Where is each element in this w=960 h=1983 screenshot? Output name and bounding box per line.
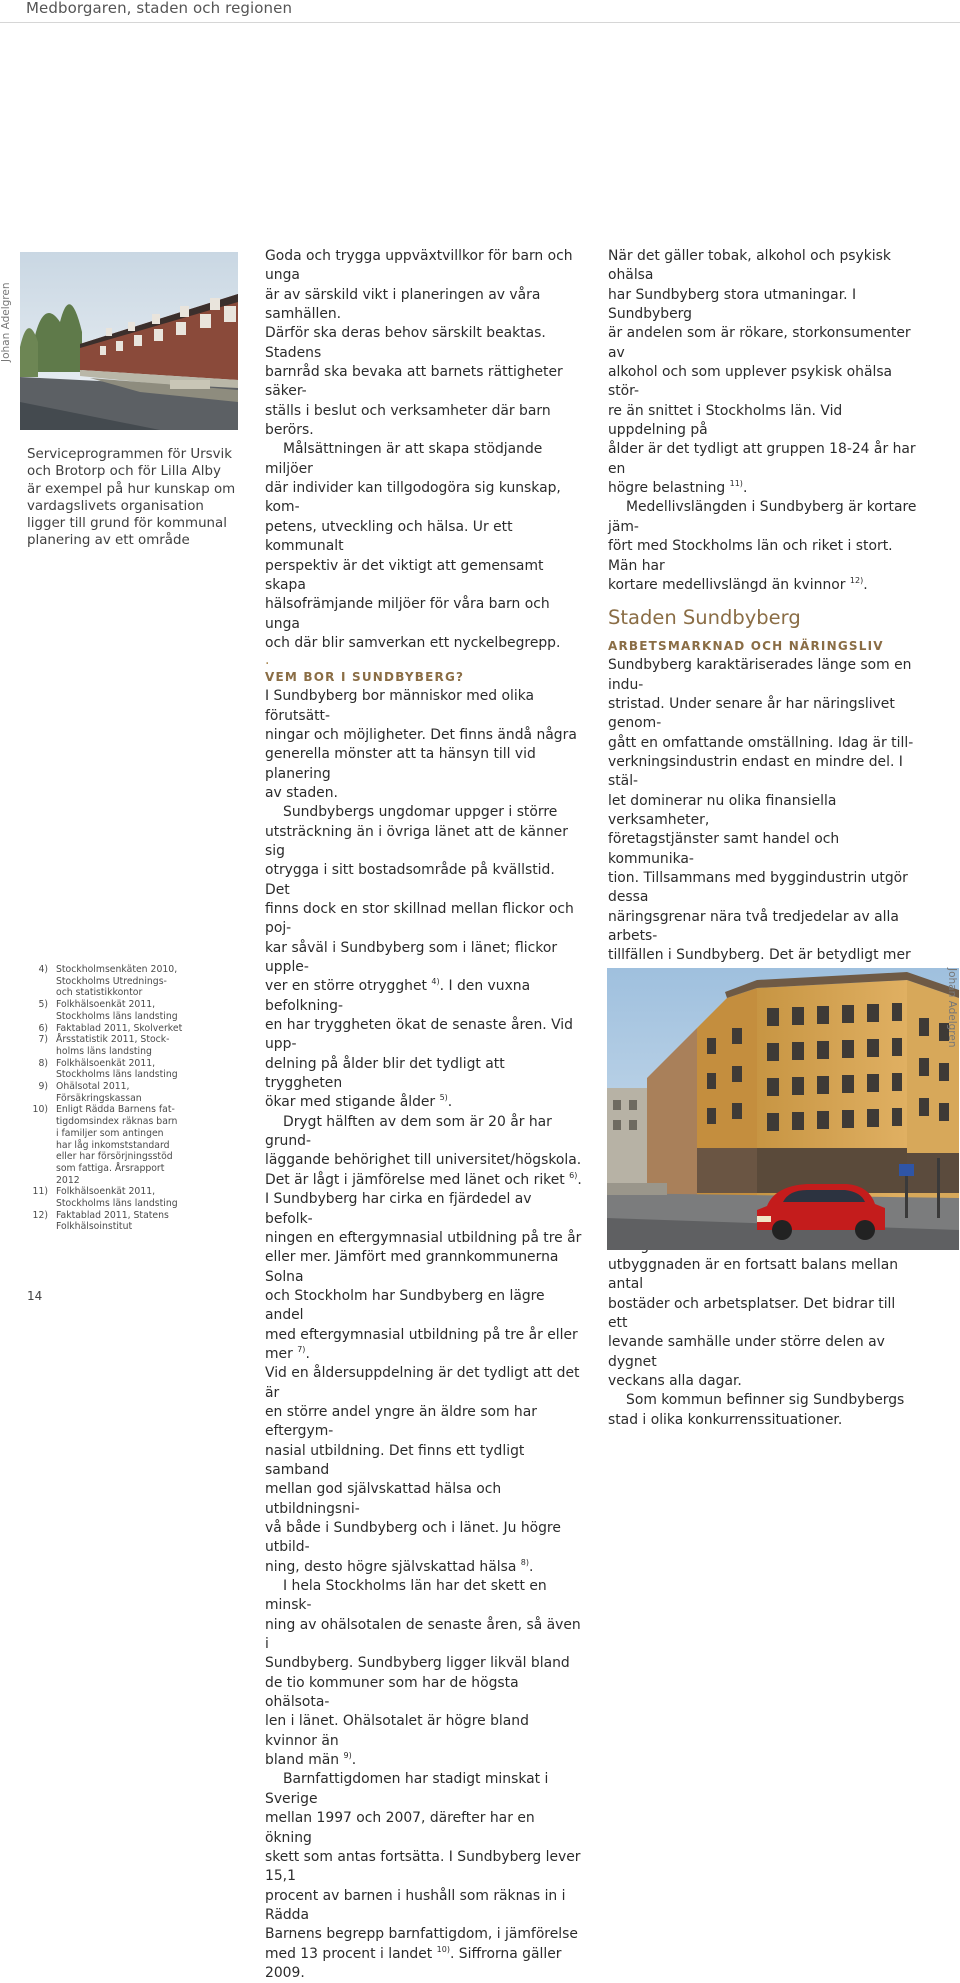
footnote (26, 1081, 241, 1104)
footnote (26, 964, 241, 999)
footnote-ref: 12) (849, 575, 864, 585)
photo-credit-right: Johan Adelgren (946, 968, 958, 1048)
footnote-number: 4) (38, 964, 48, 975)
paragraph: Som kommun befinner sig Sundbybergs stad i olika konkurrenssituationer. (608, 1392, 905, 1428)
page-number: 14 (27, 1289, 43, 1303)
footnote-ref: 11) (729, 479, 743, 489)
footnotes-list (26, 964, 241, 1233)
footnote (26, 1058, 241, 1081)
header-rule (0, 22, 960, 23)
footnote-text: Stockholmsenkäten 2010, Stockholms Utrednings- och statistikkontor (56, 964, 178, 999)
footnote (26, 1186, 241, 1209)
footnote (26, 1023, 241, 1035)
footnote-ref: 7) (297, 1344, 306, 1354)
footnote-number: 8) (38, 1057, 48, 1069)
footnote-number: 6) (38, 1022, 48, 1034)
paragraph: Sundbyberg karaktäriserades länge som en indu- stristad. Under senare år har näringslivet genom- gått en omfattande omställning. Idag är till- verkningsindustrin endast en mindre del. I stäl- let dominerar nu olika finansiella verksamheter, företagstjänster samt handel och kommunika- tion. Tillsammans med byggindustrin utgör dessa näringsgrenar nära två tredjedelar av alla arbets- tillfällen i Sundbyberg. Det är betydligt mer (608, 657, 914, 964)
paragraph: Barnfattigdomen har stadigt minskat i Sverige mellan 1997 och 2007, därefter har en ökning skett som antas fortsätta. I Sundbyberg lever 15,1 procent av barnen i hushåll som räknas in i Rädda Barnens begrepp barnfattigdom, i jämförelse med 13 procent i landet $^{10)}$. Siffrorna gäller 2009. (265, 1771, 581, 1981)
footnote (26, 1034, 241, 1057)
paragraph: Medellivslängden i Sundbyberg är kortare jäm- fört med Stockholms län och riket i stort. Män har kortare medellivslängd än kvinnor $^{12)}$. (608, 499, 917, 593)
middle-column (265, 247, 583, 1983)
photo-credit-left: Johan Adelgren (0, 282, 12, 362)
footnote-text: Folkhälsoenkät 2011, Stockholms läns landsting (56, 999, 178, 1022)
footnote-number: 9) (38, 1081, 48, 1093)
footnote-ref: 4) (431, 977, 440, 987)
paragraph: Sundbybergs ungdomar uppger i större utsträckning än i övriga länet att de känner sig otrygga i sitt bostadsområde på kvällstid. Det finns dock en stor skillnad mellan flickor och poj- kar såväl i Sundbyberg som i länet; flickor upple- ver en större otrygghet $^{4)}$. I den vuxna befolkning- en har tryggheten ökat de senaste åren. Vid upp- delning på ålder blir det tydligt att tryggheten ökar med stigande ålder $^{5)}$. (265, 804, 574, 1111)
separator-dot: . (265, 652, 270, 669)
paragraph: I Sundbyberg bor människor med olika förutsätt- ningar och möjligheter. Det finns ändå några generella mönster att ta hänsyn till vid planering av staden. (265, 688, 577, 801)
right-column (608, 247, 918, 1430)
footnote-text: Faktablad 2011, Skolverket (56, 1022, 183, 1034)
running-head: Medborgaren, staden och regionen (26, 0, 293, 17)
footnote (26, 999, 241, 1022)
paragraph: Drygt hälften av dem som är 20 år har grund- läggande behörighet till universitet/högskola. Det är lågt i jämförelse med länet och riket $^{6)}$. I Sundbyberg har cirka en fjärdedel av befolk- ningen en eftergymnasial utbildning på tre år eller mer. Jämfört med grannkommunerna Solna och Stockholm har Sundbyberg en lägre andel med eftergymnasial utbildning på tre år eller mer $^{7)}$. Vid en åldersuppdelning är det tydligt att det är en större andel yngre än äldre som har eftergym- nasial utbildning. Det finns ett tydligt samband mellan god självskattad hälsa och utbildningsni- vå både i Sundbyberg och i länet. Ju högre utbild- ning, desto högre självskattad hälsa $^{8)}$. (265, 1113, 582, 1575)
footnote-ref: 6) (569, 1170, 578, 1180)
footnote-number: 12) (32, 1209, 48, 1221)
footnote-number: 10) (32, 1104, 48, 1116)
footnote (26, 1210, 241, 1233)
paragraph: Goda och trygga uppväxtvillkor för barn och unga är av särskild vikt i planeringen av våra samhällen. Därför ska deras behov särskilt beaktas. Stadens barnråd ska bevaka att barnets rättigheter säker- ställs i beslut och verksamheter där barn berörs. (265, 248, 573, 439)
paragraph: I hela Stockholms län har det skett en minsk- ning av ohälsotalen de senaste åren, så även i Sundbyberg. Sundbyberg ligger likväl bland de tio kommuner som har de högsta ohälsota- len i länet. Ohälsotalet är högre bland kvinnor än bland män $^{9)}$. (265, 1578, 581, 1769)
footnote-ref: 8) (520, 1557, 530, 1567)
footnote (26, 1104, 241, 1186)
footnote-text: Folkhälsoenkät 2011, Stockholms läns landsting (56, 1057, 178, 1081)
footnote-text: Årsstatistik 2011, Stock- holms läns landsting (56, 1034, 170, 1057)
photo-caption: Serviceprogrammen för Ursvik och Brotorp och för Lilla Alby är exempel på hur kunskap om vardagslivets organisation ligger till grund för kommunal planering av ett område (27, 447, 236, 549)
footnote-number: 7) (38, 1034, 48, 1046)
footnote-ref: 9) (343, 1751, 352, 1761)
section-heading: Staden Sundbyberg (608, 606, 801, 630)
paragraph: utbyggnaden är en fortsatt balans mellan antal bostäder och arbetsplatser. Det bidrar till ett levande samhälle under större delen av dygnet veckans alla dagar. (608, 1256, 899, 1389)
section-subheading: VEM BOR I SUNDBYBERG? (265, 670, 465, 685)
footnote-text: Folkhälsoenkät 2011, Stockholms läns landsting (56, 1186, 178, 1210)
footnote-text: Enligt Rädda Barnens fat- tigdomsindex räknas barn i familjer som antingen har låg inkomststandard eller har försörjningsstöd som fattiga. Årsrapport 2012 (56, 1104, 178, 1186)
section-subheading: ARBETSMARKNAD OCH NÄRINGSLIV (608, 639, 884, 654)
paragraph: Målsättningen är att skapa stödjande miljöer där individer kan tillgodogöra sig kunskap, kom- petens, utveckling och hälsa. Ur ett kommunalt perspektiv är det viktigt att gemensamt skapa hälsofrämjande miljöer för våra barn och unga och där blir samverkan ett nyckelbegrepp. (265, 441, 561, 651)
footnote-ref: 10) (436, 1944, 450, 1954)
footnote-text: Ohälsotal 2011, Försäkringskassan (56, 1081, 142, 1104)
footnote-number: 11) (32, 1186, 48, 1198)
photo-row-houses (20, 252, 238, 430)
footnote-ref: 5) (439, 1093, 448, 1103)
footnote-number: 5) (38, 999, 48, 1011)
paragraph: När det gäller tobak, alkohol och psykisk ohälsa har Sundbyberg stora utmaningar. I Sundbyberg är andelen som är rökare, storkonsumenter av alkohol och som upplever psykisk ohälsa stör- re än snittet i Stockholms län. Vid uppdelning på ålder är det tydligt att gruppen 18-24 år har en högre belastning $^{11)}$. (608, 248, 916, 497)
photo-corner-building (607, 968, 959, 1250)
footnote-text: Faktablad 2011, Statens Folkhälsoinstitut (56, 1209, 169, 1233)
